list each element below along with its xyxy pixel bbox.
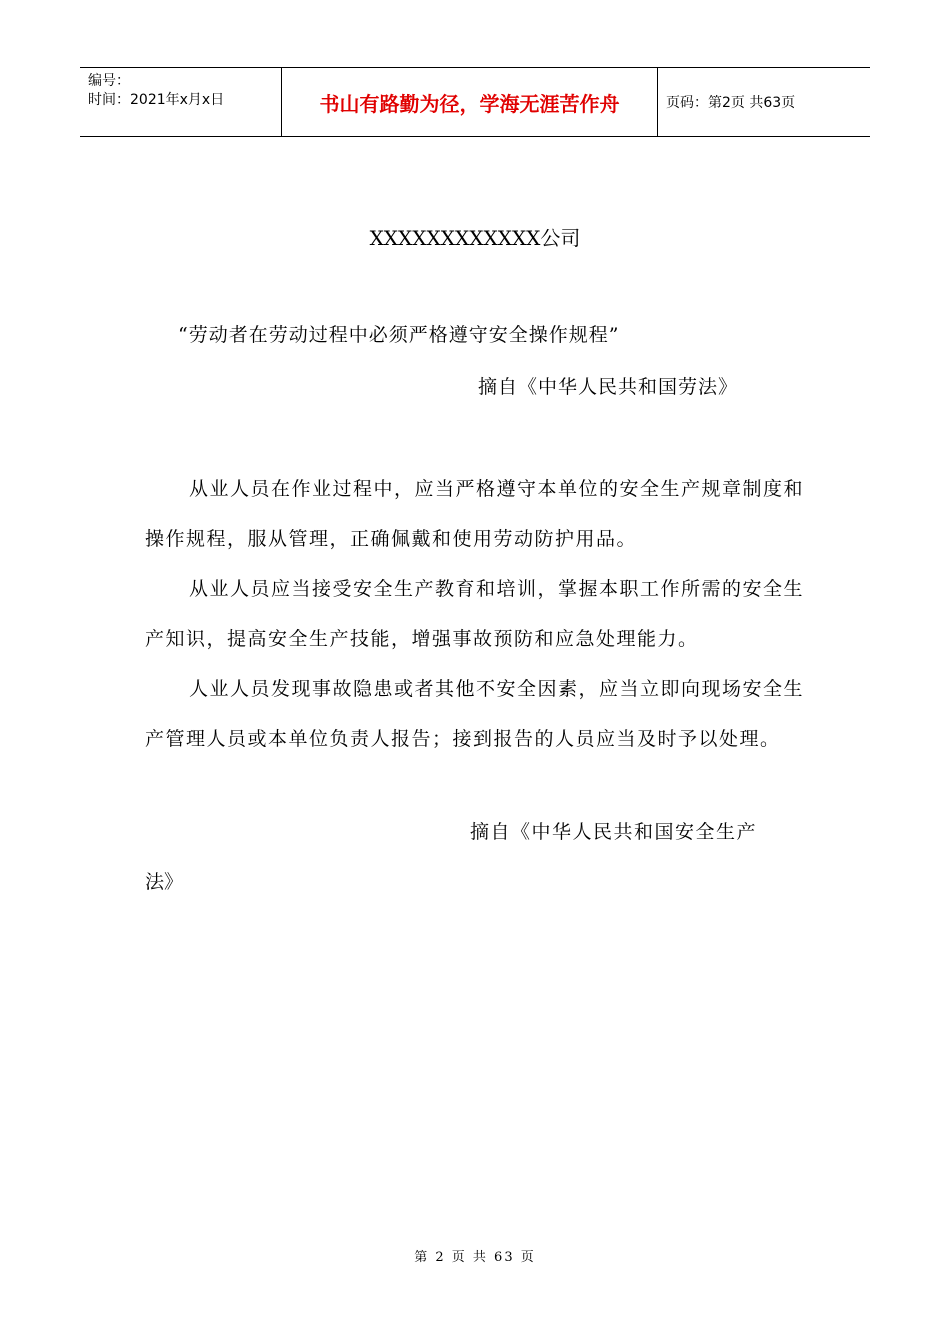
header-meta bbox=[80, 68, 282, 136]
safety-law-source: 摘自《中华人民共和国安全生产 bbox=[470, 821, 758, 843]
header-page-info: 页码：第2页 共63页 bbox=[666, 95, 796, 111]
paragraph-1: 从业人员在作业过程中，应当严格遵守本单位的安全生产规章制度和操作规程，服从管理，正确佩戴和使用劳动防护用品。 bbox=[145, 478, 805, 550]
labor-law-source: 摘自《中华人民共和国劳法》 bbox=[478, 376, 739, 398]
time-label: 时间：2021年x月x日 bbox=[88, 92, 225, 108]
paragraph-3: 人业人员发现事故隐患或者其他不安全因素，应当立即向现场安全生产管理人员或本单位负责人报告；接到报告的人员应当及时予以处理。 bbox=[145, 678, 805, 750]
labor-law-quote: “劳动者在劳动过程中必须严格遵守安全操作规程” bbox=[178, 324, 620, 346]
header-motto: 书山有路勤为径，学海无涯苦作舟 bbox=[282, 68, 658, 136]
company-title: XXXXXXXXXXXX公司 bbox=[369, 226, 581, 250]
document-header bbox=[80, 67, 870, 137]
safety-law-body bbox=[145, 464, 805, 764]
page-footer: 第 2 页 共 63 页 bbox=[414, 1250, 536, 1265]
number-label: 编号： bbox=[88, 73, 130, 89]
safety-law-source-continued: 法》 bbox=[145, 871, 184, 893]
paragraph-2: 从业人员应当接受安全生产教育和培训，掌握本职工作所需的安全生产知识，提高安全生产技能，增强事故预防和应急处理能力。 bbox=[145, 578, 805, 650]
